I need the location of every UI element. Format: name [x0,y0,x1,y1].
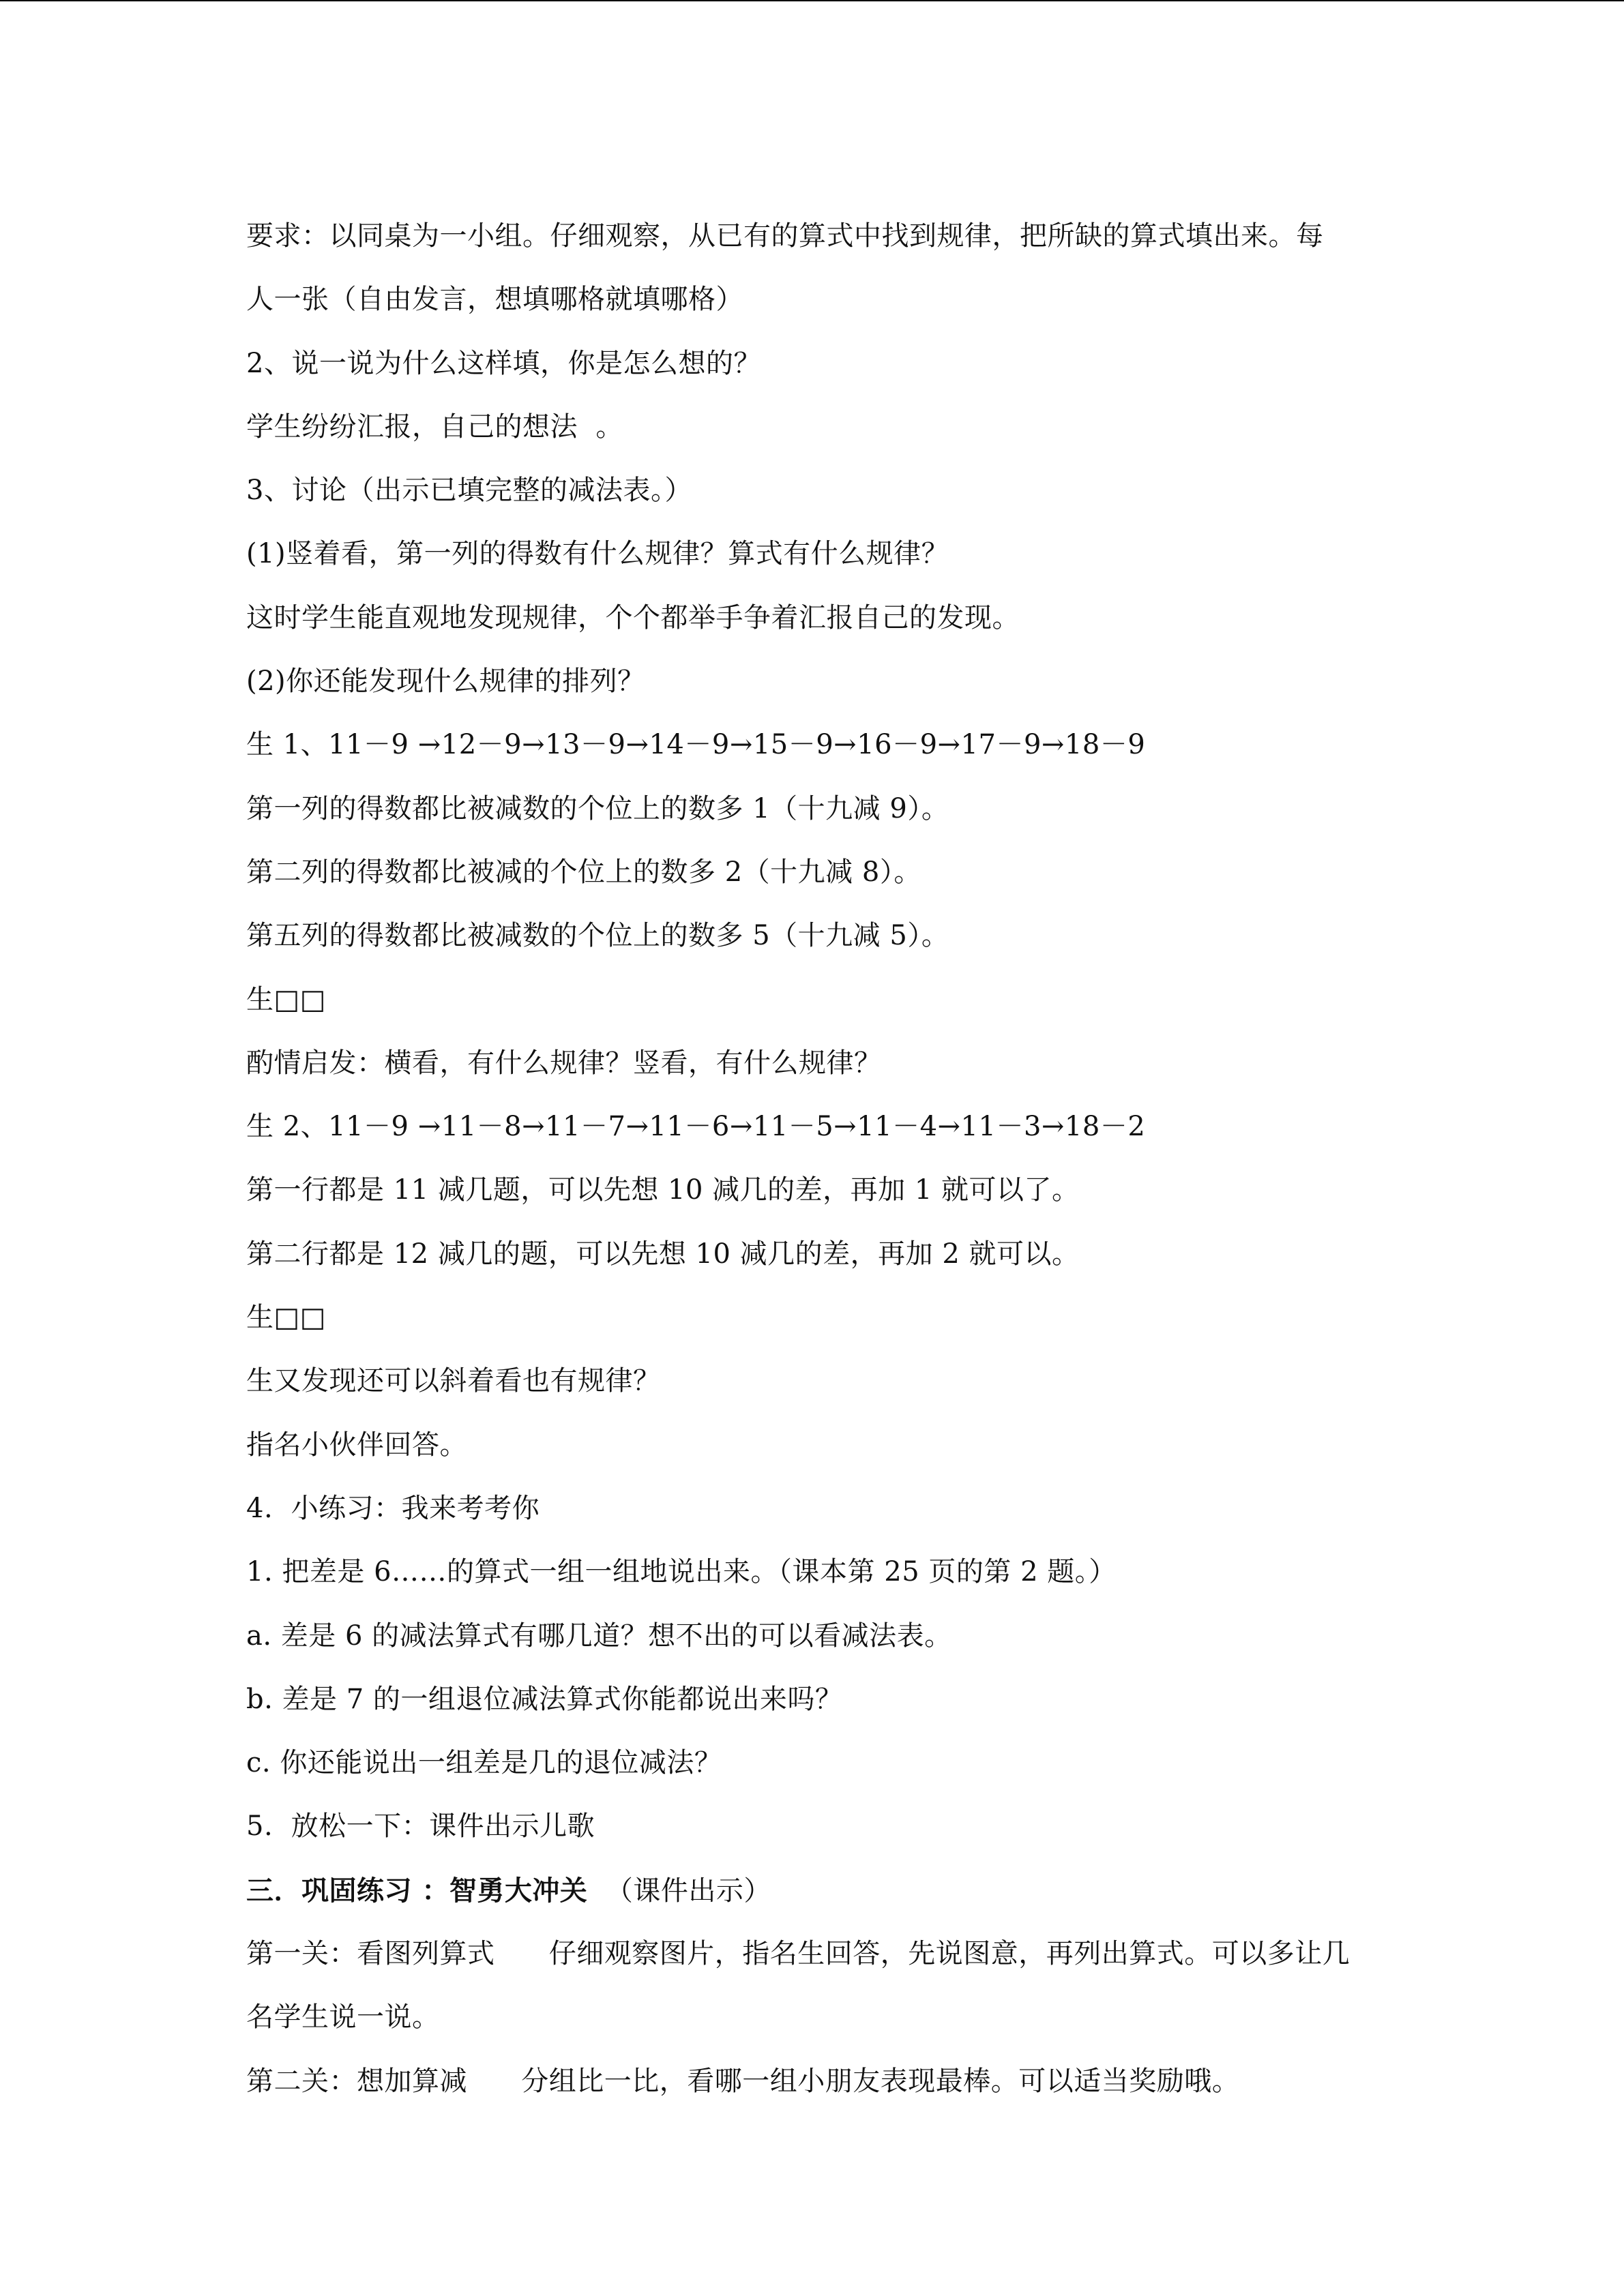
text-line: b. 差是 7 的一组退位减法算式你能都说出来吗？ [246,1683,843,1715]
text-line: 第一行都是 11 减几题，可以先想 10 减几的差，再加 1 就可以了。 [246,1174,1080,1206]
text-line: 1. 把差是 6……的算式一组一组地说出来。（课本第 25 页的第 2 题。） [246,1556,1117,1588]
text-line: 生 2、11－9 →11－8→11－7→11－6→11－5→11－4→11－3→18－2 [246,1111,1146,1143]
text-line: 生又发现还可以斜着看也有规律？ [246,1365,661,1397]
text-line: 4. 小练习：我来考考你 [246,1492,540,1524]
text-line: 第一关：看图列算式 仔细观察图片，指名生回答，先说图意，再列出算式。可以多让几 [246,1938,1350,1970]
text-line: (2)你还能发现什么规律的排列？ [246,666,645,698]
section-heading [246,1859,1406,1922]
text-line: 第一列的得数都比被减数的个位上的数多 1（十九减 9）。 [246,792,949,824]
text-line: 5. 放松一下：课件出示儿歌 [246,1810,595,1843]
section-heading-note: （课件出示） [587,1875,771,1907]
text-line: 酌情启发：横看，有什么规律？竖看，有什么规律？ [246,1047,882,1079]
section-heading-title: 三．巩固练习 ：智勇大冲关 [246,1874,588,1907]
text-line: a. 差是 6 的减法算式有哪几道？想不出的可以看减法表。 [246,1620,952,1652]
text-line: 学生纷纷汇报，自己的想法 。 [246,411,623,443]
text-line: 指名小伙伴回答。 [246,1429,467,1461]
text-line: 2、说一说为什么这样填，你是怎么想的？ [246,347,761,379]
text-line: 第二关：想加算减 分组比一比，看哪一组小朋友表现最棒。可以适当奖励哦。 [246,2065,1240,2097]
text-line: (1)竖着看，第一列的得数有什么规律？算式有什么规律？ [246,538,949,570]
text-line: 生□□ [246,1302,327,1334]
text-line: 这时学生能直观地发现规律，个个都举手争着汇报自己的发现。 [246,601,1020,633]
text-line: 第二行都是 12 减几的题，可以先想 10 减几的差，再加 2 就可以。 [246,1238,1080,1270]
text-line: 生□□ [246,983,327,1015]
top-border-rule [0,0,1624,1]
text-line: 3、讨论（出示已填完整的减法表。） [246,475,692,507]
text-line: 要求：以同桌为一小组。仔细观察，从已有的算式中找到规律，把所缺的算式填出来。每 [246,220,1324,252]
document-body [246,205,1406,2113]
text-line: 名学生说一说。 [246,2001,440,2033]
text-line: 生 1、11－9 →12－9→13－9→14－9→15－9→16－9→17－9→18－9 [246,729,1146,761]
text-line: 第二列的得数都比被减的个位上的数多 2（十九减 8）。 [246,856,921,888]
text-line: 第五列的得数都比被减数的个位上的数多 5（十九减 5）。 [246,920,949,952]
text-line: c. 你还能说出一组差是几的退位减法？ [246,1747,722,1779]
text-line: 人一张（自由发言，想填哪格就填哪格） [246,284,743,316]
